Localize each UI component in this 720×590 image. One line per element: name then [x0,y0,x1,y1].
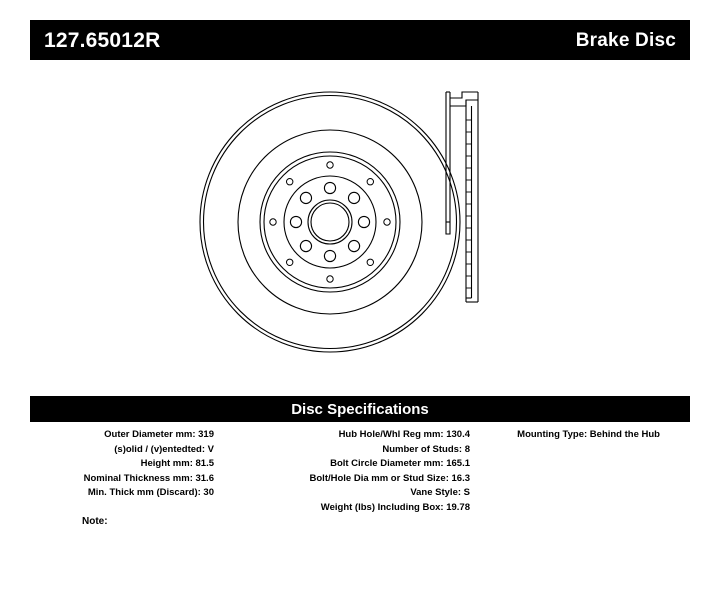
header-bar [30,20,690,60]
spec-vane-style: Vane Style: S [410,487,470,499]
specifications-columns [30,428,690,516]
hub-hole [308,200,352,244]
note-label: Note: [82,516,108,527]
disc-specifications-title: Disc Specifications [291,400,429,418]
spec-column-2 [218,428,474,516]
spec-nominal-thickness: Nominal Thickness mm: 31.6 [83,472,214,484]
hub-hole-inner [311,203,349,241]
spec-number-of-studs: Number of Studs: 8 [382,443,470,455]
rotor-section-view [445,92,478,352]
part-number: 127.65012R [44,28,161,52]
spec-weight: Weight (lbs) Including Box: 19.78 [320,501,470,513]
spec-bolt-circle-diameter: Bolt Circle Diameter mm: 165.1 [330,458,470,470]
disc-specifications-bar [30,396,690,422]
spec-column-3 [474,428,690,443]
rotor-hat-outer [260,152,400,292]
product-type-label: Brake Disc [575,29,676,51]
spec-height: Height mm: 81.5 [140,458,214,470]
spec-min-thickness: Min. Thick mm (Discard): 30 [87,487,214,499]
hat-vent-holes [270,162,390,282]
brake-disc-drawing [30,62,690,382]
spec-mounting-type: Mounting Type: Behind the Hub [517,429,660,440]
internal-vanes [466,120,472,288]
rotor-outer-edge [200,92,460,352]
spec-column-1 [30,428,218,501]
spec-outer-diameter: Outer Diameter mm: 319 [104,429,214,440]
stud-holes [290,182,369,261]
spec-hub-hole: Hub Hole/Whl Reg mm: 130.4 [338,429,470,440]
rotor-outer-edge-inner [204,96,457,349]
friction-surface-inner [238,130,422,314]
bolt-face-circle [284,176,376,268]
spec-solid-vented: (s)olid / (v)entedted: V [114,443,214,455]
spec-bolt-hole-dia: Bolt/Hole Dia mm or Stud Size: 16.3 [309,472,470,484]
brake-disc-illustration [30,62,690,382]
